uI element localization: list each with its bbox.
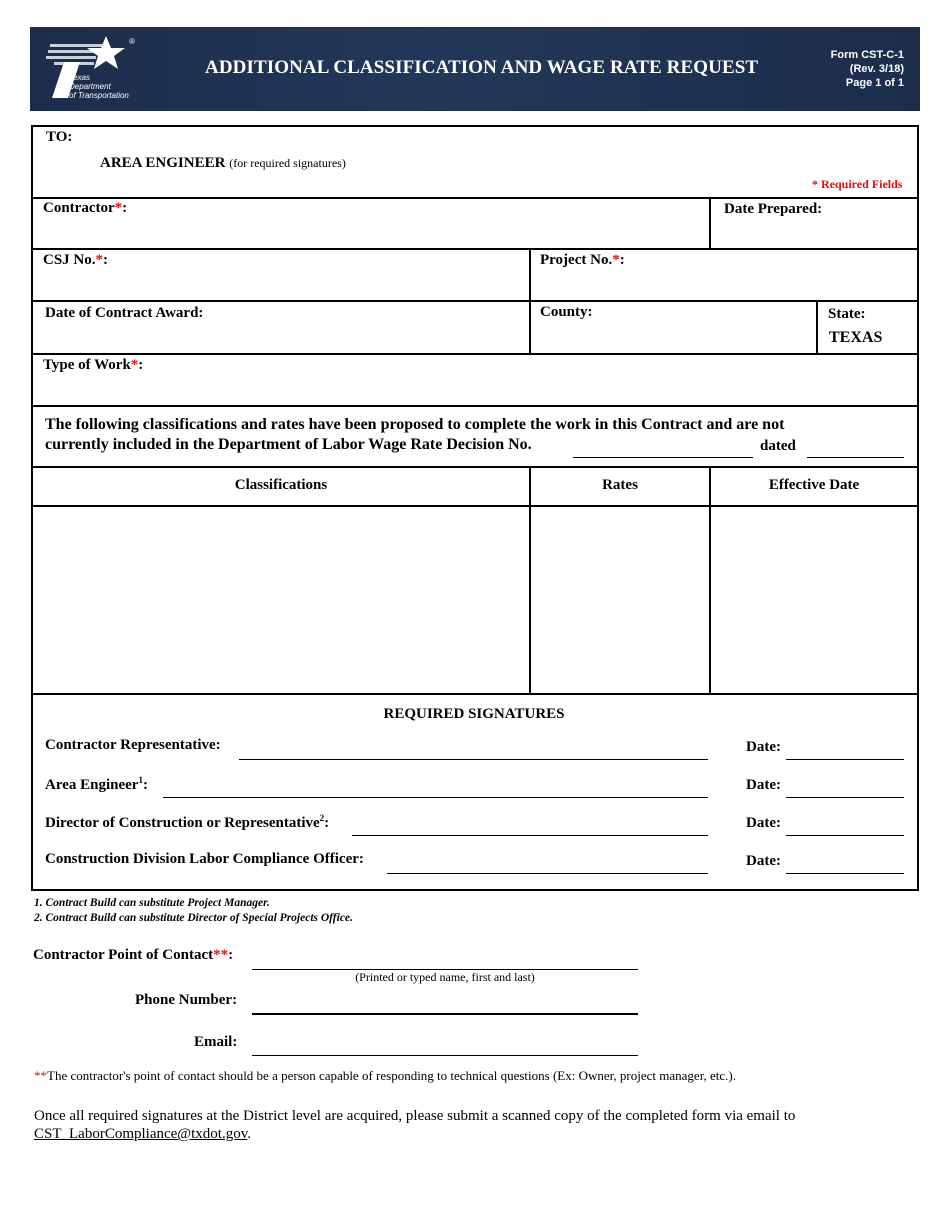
- project-no-field[interactable]: [640, 252, 910, 296]
- state-value: TEXAS: [829, 329, 883, 346]
- email-field[interactable]: [252, 1055, 638, 1056]
- recipient-name: AREA ENGINEER: [100, 155, 226, 171]
- signature-line-director[interactable]: [352, 835, 708, 836]
- wage-decision-field[interactable]: [573, 457, 753, 458]
- phone-label: Phone Number:: [135, 992, 238, 1008]
- type-of-work-label: [43, 357, 143, 374]
- required-fields-note: * Required Fields: [812, 177, 903, 191]
- form-revision: (Rev. 3/18): [849, 63, 904, 75]
- colon: :: [142, 777, 148, 793]
- signature-line-contractor-rep[interactable]: [239, 759, 708, 760]
- phone-field[interactable]: [252, 1013, 638, 1015]
- column-header-effective-date: Effective Date: [768, 477, 860, 493]
- signature-line-compliance-officer[interactable]: [387, 873, 708, 874]
- county-label: County:: [540, 304, 593, 320]
- footnote-ref: 2: [319, 813, 325, 823]
- logo-text-line: of Transportation: [69, 91, 129, 100]
- recipient: [100, 155, 346, 172]
- colon: :: [138, 357, 144, 373]
- logo-text-line: Texas: [69, 73, 91, 82]
- divider: [709, 197, 711, 249]
- required-marker: *: [612, 252, 620, 268]
- required-marker: **: [213, 947, 229, 963]
- required-marker: **: [34, 1068, 47, 1083]
- signature-label-text: Director of Construction or Representative: [45, 815, 320, 831]
- project-no-label: [540, 252, 625, 269]
- divider: [529, 466, 531, 695]
- contractor-label: [43, 200, 127, 217]
- statement-line-1: The following classifications and rates have been proposed to complete the work in this Contract and are not: [45, 416, 785, 433]
- colon: :: [103, 252, 109, 268]
- footnote-1: 1. Contract Build can substitute Project Manager.: [34, 897, 270, 909]
- poc-note-text: The contractor's point of contact should be a person capable of responding to technical questions (Ex: Owner, project manager, etc.).: [47, 1068, 736, 1083]
- county-field[interactable]: [540, 326, 810, 350]
- date-label: Date:: [746, 777, 781, 793]
- required-marker: *: [95, 252, 104, 268]
- submission-text: Once all required signatures at the District level are acquired, please submit a scanned copy of the completed form via email to: [34, 1108, 796, 1124]
- submission-email-link[interactable]: CST_LaborCompliance@txdot.gov: [34, 1126, 248, 1142]
- divider: [709, 466, 711, 695]
- dated-label: dated: [760, 438, 796, 454]
- period: .: [247, 1126, 251, 1142]
- divider: [31, 693, 919, 695]
- csj-field[interactable]: [120, 252, 520, 296]
- divider: [31, 466, 919, 468]
- signatures-title: REQUIRED SIGNATURES: [383, 706, 565, 722]
- poc-hint: (Printed or typed name, first and last): [355, 970, 535, 984]
- signature-label-compliance-officer: Construction Division Labor Compliance Officer:: [45, 851, 364, 867]
- statement-line-2: currently included in the Department of Labor Wage Rate Decision No.: [45, 436, 532, 453]
- signature-label-text: Area Engineer: [45, 777, 139, 793]
- registered-mark: ®: [129, 37, 135, 46]
- poc-note: [34, 1068, 736, 1084]
- signature-label-contractor-rep: Contractor Representative:: [45, 737, 221, 753]
- date-label: Date:: [746, 739, 781, 755]
- colon: :: [122, 200, 128, 216]
- dated-field[interactable]: [807, 457, 904, 458]
- colon: :: [619, 252, 625, 268]
- poc-label-text: Contractor Point of Contact: [33, 947, 214, 963]
- form-meta: [831, 48, 904, 90]
- date-prepared-field[interactable]: [712, 222, 912, 246]
- rates-cell[interactable]: [533, 509, 707, 691]
- colon: :: [324, 815, 330, 831]
- date-line-director[interactable]: [786, 835, 904, 836]
- date-line-area-engineer[interactable]: [786, 797, 904, 798]
- contractor-field[interactable]: [160, 200, 700, 244]
- date-label: Date:: [746, 853, 781, 869]
- footnote-2: 2. Contract Build can substitute Director of Special Projects Office.: [34, 912, 353, 924]
- colon: :: [228, 947, 234, 963]
- page-number: Page 1 of 1: [845, 77, 904, 89]
- csj-label-text: CSJ No.: [43, 252, 96, 268]
- form-title: ADDITIONAL CLASSIFICATION AND WAGE RATE REQUEST: [205, 57, 759, 78]
- column-header-rates: Rates: [602, 477, 638, 493]
- date-line-contractor-rep[interactable]: [786, 759, 904, 760]
- form-number: Form CST-C-1: [830, 49, 904, 61]
- divider: [31, 197, 919, 199]
- to-label: TO:: [46, 129, 73, 145]
- poc-label: [33, 947, 233, 964]
- logo-text-line: Department: [69, 82, 111, 91]
- divider: [31, 505, 919, 507]
- type-of-work-label-text: Type of Work: [43, 357, 131, 373]
- divider: [31, 353, 919, 355]
- divider: [31, 300, 919, 302]
- state-label: State:: [828, 306, 866, 322]
- date-contract-award-label: Date of Contract Award:: [45, 305, 204, 321]
- signature-line-area-engineer[interactable]: [163, 797, 708, 798]
- divider: [816, 300, 818, 355]
- signature-label-area-engineer: [45, 775, 148, 794]
- footnote-ref: 1: [138, 775, 143, 785]
- divider: [529, 248, 531, 355]
- date-contract-award-field[interactable]: [40, 326, 520, 350]
- logo-text: [69, 73, 129, 100]
- required-marker: *: [114, 200, 123, 216]
- effective-date-cell[interactable]: [713, 509, 915, 691]
- project-no-label-text: Project No.: [540, 252, 613, 268]
- required-marker: *: [130, 357, 139, 373]
- recipient-note: (for required signatures): [229, 156, 346, 170]
- column-header-classifications: Classifications: [234, 477, 328, 493]
- csj-label: [43, 252, 108, 269]
- signature-label-director: [45, 813, 329, 832]
- date-label: Date:: [746, 815, 781, 831]
- contractor-label-text: Contractor: [43, 200, 115, 216]
- date-line-compliance-officer[interactable]: [786, 873, 904, 874]
- submission-email-line: [34, 1126, 251, 1143]
- classifications-cell[interactable]: [35, 509, 527, 691]
- email-label: Email:: [194, 1034, 238, 1050]
- divider: [31, 248, 919, 250]
- divider: [31, 405, 919, 407]
- date-prepared-label: Date Prepared:: [724, 201, 823, 217]
- type-of-work-field[interactable]: [40, 378, 910, 402]
